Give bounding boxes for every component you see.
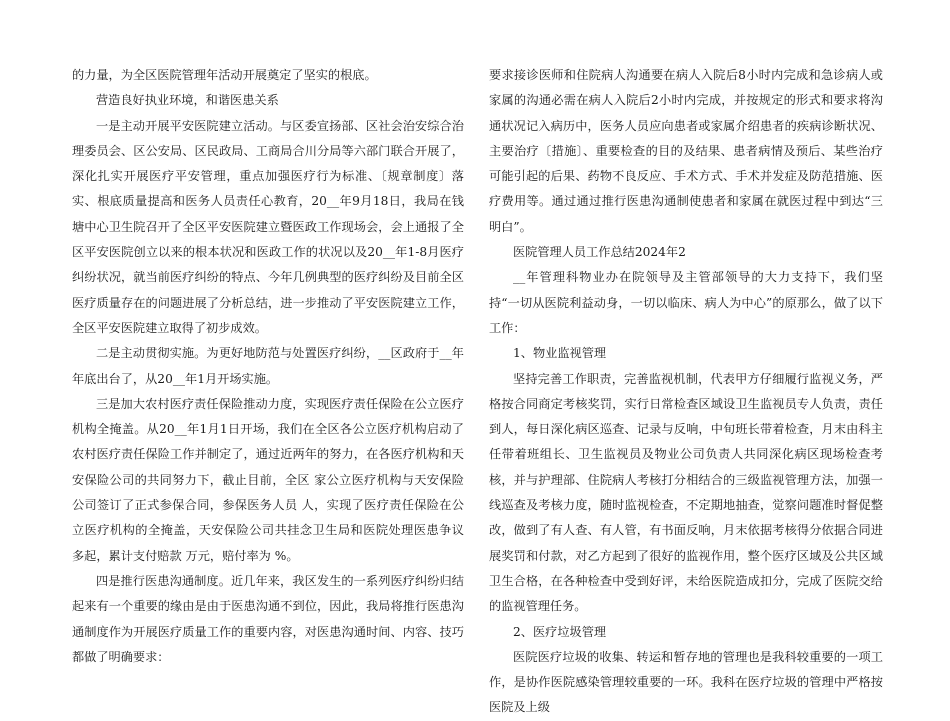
document-title: 医院管理人员工作总结2024年2 [513, 245, 686, 260]
paragraph: 要求接诊医师和住院病人沟通要在病人入院后8小时内完成和急诊病人或家属的沟通必需在病人入院后2小时内完成，并按规定的形式和要求将沟通状况记入病历中，医务人员应向患者或家属介绍患者的疾病诊断状况、主要治疗〔措施〕、重要检查的目的及结果、患者病情及预后、某些治疗可能引起的后果、药物不良反应、手术方式、手术并发症及防范措施、医疗费用等。通过通过推行医患沟通制使患者和家属在就医过程中到达“三明白”。 [489, 68, 883, 234]
paragraph: 医院医疗垃圾的收集、转运和暂存地的管理也是我科较重要的一项工作，是协作医院感染管理较重要的一环。我科在医疗垃圾的管理中严格按医院及上级 [489, 649, 883, 715]
paragraph: __年管理科物业办在院领导及主管部领导的大力支持下，我们坚持“一切从医院利益动身，一切以临床、病人为中心”的原那么，做了以下工作： [489, 270, 883, 335]
right-column [489, 63, 883, 721]
paragraph: 四是推行医患沟通制度。近几年来，我区发生的一系列医疗纠纷归结起来有一个重要的缘由是由于医患沟通不到位，因此，我局将推行医患沟通制度作为开展医疗质量工作的重要内容，对医患沟通时间、内容、技巧都做了明确要求： [72, 573, 464, 664]
paragraph: 一是主动开展平安医院建立活动。与区委宣扬部、区社会治安综合治理委员会、区公安局、区民政局、工商局合川分局等六部门联合开展了，深化扎实开展医疗平安管理，重点加强医疗行为标准、〔规章制度〕落实、根底质量提高和医务人员责任心教育，20__年9月18日，我局在钱塘中心卫生院召开了全区平安医院建立暨医政工作现场会，会上通报了全区平安医院创立以来的根本状况和医政工作的状况以及20__年1-8月医疗纠纷状况，就当前医疗纠纷的特点、今年几例典型的医疗纠纷及目前全区医疗质量存在的问题进展了分析总结，进一步推动了平安医院建立工作，全区平安医院建立取得了初步成效。 [72, 118, 464, 335]
section-heading: 营造良好执业环境，和谐医患关系 [96, 93, 279, 108]
paragraph: 的力量，为全区医院管理年活动开展奠定了坚实的根底。 [72, 68, 377, 82]
section-heading: 1、物业监视管理 [513, 346, 607, 361]
paragraph: 三是加大农村医疗责任保险推动力度，实现医疗责任保险在公立医疗机构全掩盖。从20__年1月1日开场，我们在全区各公立医疗机构启动了农村医疗责任保险工作并制定了，通过近两年的努力，在各医疗机构和天安保险公司的共同努力下，截止目前，全区 家公立医疗机构与天安保险公司签订了正式参保合同，参保医务人员 人，实现了医疗责任保险在公立医疗机构的全掩盖，天安保险公司共挂念卫生局和医院处理医患争议 多起，累计支付赔款 万元，赔付率为 %。 [72, 396, 464, 563]
paragraph: 坚持完善工作职责，完善监视机制，代表甲方仔细履行监视义务，严格按合同商定考核奖罚，实行日常检查区域设卫生监视员专人负责，责任到人，每日深化病区巡查、记录与反响，中旬班长带着检查，月末由科主任带着班组长、卫生监视员及物业公司负责人共同深化病区现场检查考核，并与护理部、住院病人考核打分相结合的三级监视管理方法，加强一线巡查及考核力度，随时监视检查，不定期地抽查，觉察问题准时督促整改，做到了有人查、有人管，有书面反响，月末依据考核得分依据合同进展奖罚和付款，对乙方起到了很好的监视作用，整个医疗区域及公共区域卫生合格，在各种检查中受到好评，未给医院造成扣分，完成了医院交给的监视管理任务。 [489, 371, 883, 614]
left-column [72, 63, 464, 670]
section-heading: 2、医疗垃圾管理 [513, 624, 607, 639]
paragraph: 二是主动贯彻实施。为更好地防范与处置医疗纠纷，__区政府于__年年底出台了，从20__年1月开场实施。 [72, 346, 464, 386]
